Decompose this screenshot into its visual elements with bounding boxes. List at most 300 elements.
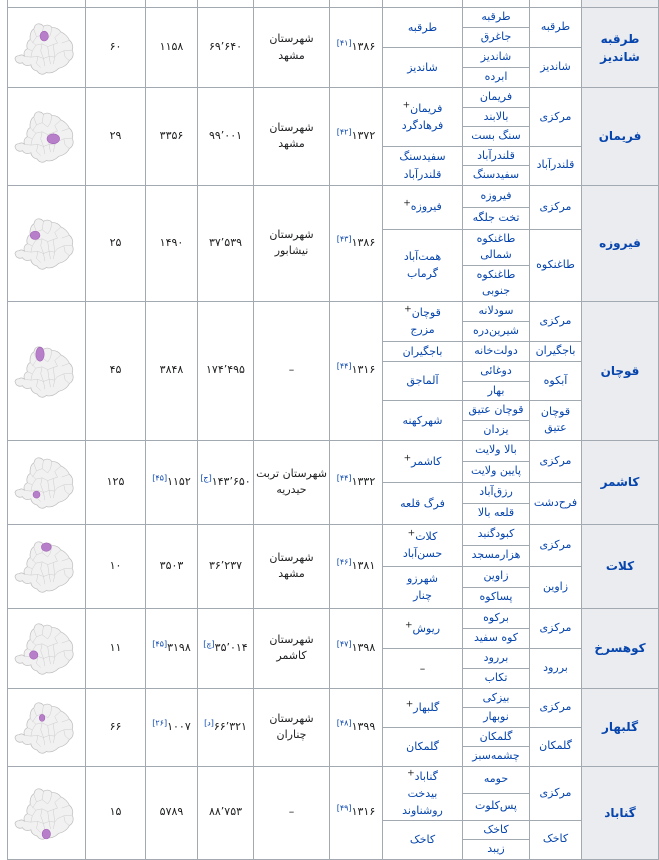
district-link[interactable]: باجگیران	[535, 343, 576, 357]
reference-link[interactable]: [۴۶]	[336, 557, 352, 567]
no-city-dash: –	[419, 661, 426, 675]
rural-district-link[interactable]: نوبهار	[483, 710, 509, 724]
area-value: ۵۷۸۹	[159, 805, 184, 819]
rural-district-cell	[463, 747, 530, 767]
district-cell	[530, 229, 582, 301]
rural-district-link[interactable]: قلندرآباد	[477, 148, 515, 162]
rural-district-cell	[463, 766, 530, 793]
city-line	[385, 453, 460, 470]
separated-from-value: شهرستان مشهد	[269, 550, 314, 581]
population-cell	[198, 301, 254, 440]
rural-district-link[interactable]: پایین ولایت	[470, 464, 522, 478]
footnote-link[interactable]: [ج]	[200, 473, 212, 483]
city-link[interactable]: گناباد	[414, 769, 438, 783]
county-link[interactable]: فریمان	[598, 129, 642, 144]
district-link[interactable]: مرکزی	[539, 620, 572, 634]
rural-district-link[interactable]: جاغرق	[480, 30, 512, 44]
founding-year-value: ۱۳۹۸	[351, 640, 376, 654]
province-map-image[interactable]	[11, 215, 83, 271]
rural-district-link[interactable]: بیزکی	[482, 690, 510, 704]
county-link[interactable]: کلات	[605, 559, 635, 574]
cities-cell	[383, 229, 463, 301]
rural-district-link[interactable]: گلمکان	[479, 729, 513, 743]
cities-cell	[383, 341, 463, 361]
county-name-cell	[582, 608, 659, 688]
county-capital-marker: +	[403, 198, 411, 209]
district-link[interactable]: مرکزی	[539, 313, 572, 327]
cities-cell	[383, 566, 463, 608]
map-cell	[8, 88, 86, 186]
county-capital-marker: +	[402, 100, 411, 111]
rural-district-link[interactable]: هزارمسجد	[471, 548, 521, 562]
city-link[interactable]: حسن‌آباد	[402, 547, 443, 561]
district-cell	[530, 440, 582, 482]
rural-district-link[interactable]: تخت جلگه	[472, 210, 520, 224]
area-cell	[146, 8, 198, 88]
city-line	[385, 412, 460, 429]
rural-district-link[interactable]: شیرین‌دره	[472, 323, 519, 337]
footnote-link[interactable]: [چ]	[203, 639, 215, 649]
province-map-image[interactable]	[11, 538, 83, 594]
rural-district-cell	[463, 146, 530, 166]
city-line	[385, 19, 460, 36]
population-value: ۶۹٬۶۴۰	[208, 40, 243, 54]
map-cell	[8, 8, 86, 88]
highlighted-county-shape	[47, 134, 60, 144]
city-link[interactable]: قوچان	[411, 305, 441, 319]
district-link[interactable]: فرح‌دشت	[533, 495, 578, 509]
rural-district-cell	[463, 608, 530, 628]
separated-from-value: –	[288, 805, 295, 819]
separated-from-cell	[254, 766, 330, 859]
cutoff-cell-2	[463, 0, 530, 8]
rural-district-cell	[463, 207, 530, 229]
city-link[interactable]: باجگیران	[402, 344, 443, 358]
district-link[interactable]: مرکزی	[539, 109, 572, 123]
rural-district-cell	[463, 648, 530, 668]
rural-district-link[interactable]: سفیدسنگ	[472, 168, 520, 181]
district-cell	[530, 341, 582, 361]
city-link[interactable]: سفیدسنگ	[399, 150, 446, 164]
city-line	[385, 248, 460, 265]
city-line	[385, 495, 460, 512]
district-link[interactable]: قلندرآباد	[536, 158, 575, 172]
separated-from-cell	[254, 440, 330, 524]
city-link[interactable]: کاخک	[409, 833, 436, 847]
county-name-cell	[582, 524, 659, 608]
city-link[interactable]: گلبهار	[413, 701, 440, 715]
city-link[interactable]: فرگ قلعه	[400, 496, 445, 510]
area-cell	[146, 524, 198, 608]
city-line	[385, 321, 460, 338]
map-cell	[8, 688, 86, 766]
city-link[interactable]: شاندیز	[407, 60, 438, 74]
district-cell	[530, 688, 582, 727]
district-link[interactable]: بررود	[543, 660, 568, 674]
province-map-image[interactable]	[11, 108, 83, 164]
city-line	[385, 59, 460, 76]
cities-cell	[383, 648, 463, 688]
density-cell	[86, 688, 146, 766]
district-link[interactable]: طرقبه	[540, 20, 571, 34]
county-name-cell	[582, 185, 659, 301]
table-row	[8, 608, 659, 628]
map-cell	[8, 608, 86, 688]
city-link[interactable]: شهرکهنه	[402, 413, 443, 427]
rural-district-link[interactable]: قوچان عتیق	[468, 403, 524, 417]
city-link[interactable]: مزرج	[410, 323, 435, 336]
founding-year-cell	[330, 185, 383, 301]
city-line	[385, 802, 460, 819]
city-line	[385, 166, 460, 183]
city-line	[385, 768, 460, 785]
district-link[interactable]: زاوین	[542, 579, 569, 593]
district-cell	[530, 524, 582, 566]
area-cell	[146, 608, 198, 688]
density-value: ۱۵	[109, 805, 122, 819]
table-row	[8, 524, 659, 545]
rural-district-link[interactable]: رزق‌آباد	[479, 485, 513, 499]
density-cell	[86, 185, 146, 301]
county-name-cell	[582, 766, 659, 859]
density-value: ۲۵	[109, 235, 122, 249]
province-map-image[interactable]	[11, 785, 83, 841]
separated-from-value: شهرستان نیشابور	[269, 227, 314, 257]
separated-from-value: –	[288, 363, 295, 377]
district-link[interactable]: مرکزی	[539, 785, 572, 799]
cutoff-cell-1	[530, 0, 582, 8]
county-link[interactable]: گلبهار	[601, 720, 639, 735]
rural-district-cell	[463, 668, 530, 688]
rural-district-cell	[463, 48, 530, 68]
founding-year-cell	[330, 766, 383, 859]
district-link[interactable]: گلمکان	[539, 739, 572, 753]
city-link[interactable]: آلماجق	[406, 374, 439, 388]
rural-district-link[interactable]: دوغائی	[480, 363, 512, 377]
rural-district-link[interactable]: کاخک	[483, 822, 509, 836]
population-value: ۳۵٬۰۱۴	[214, 640, 248, 654]
population-cell	[198, 608, 254, 688]
cities-cell	[383, 482, 463, 524]
city-link[interactable]: گلمکان	[406, 740, 439, 754]
density-cell	[86, 8, 146, 88]
rural-district-cell	[463, 361, 530, 381]
city-link[interactable]: قلندرآباد	[403, 167, 442, 181]
map-cell	[8, 440, 86, 524]
province-map-image[interactable]	[11, 699, 83, 755]
reference-link[interactable]: [۴۲]	[336, 127, 352, 137]
population-cell	[198, 524, 254, 608]
highlighted-county-shape	[30, 231, 40, 239]
rural-district-cell	[463, 524, 530, 545]
founding-year-value: ۱۳۸۶	[351, 235, 376, 249]
density-cell	[86, 766, 146, 859]
city-link[interactable]: چنار	[413, 589, 432, 603]
rural-district-link[interactable]: دولت‌خانه	[474, 343, 518, 357]
counties-body	[8, 0, 659, 859]
district-link[interactable]: شاندیز	[540, 60, 571, 74]
district-cell	[530, 820, 582, 859]
rural-district-link[interactable]: بالا ولایت	[475, 443, 517, 457]
district-cell	[530, 648, 582, 688]
map-cell	[8, 524, 86, 608]
rural-district-link[interactable]: بهار	[487, 383, 505, 397]
district-link[interactable]: مرکزی	[539, 453, 572, 467]
rural-district-link[interactable]: فیروزه	[480, 188, 512, 202]
rural-district-link[interactable]: چشمه‌سبز	[472, 749, 520, 763]
density-value: ۶۰	[109, 40, 122, 54]
table-row	[8, 88, 659, 108]
rural-district-link[interactable]: طاغنکوه جنوبی	[476, 267, 516, 297]
county-capital-marker: +	[404, 304, 412, 315]
province-map-image[interactable]	[11, 454, 83, 510]
rural-district-link[interactable]: کوه سفید	[473, 630, 519, 644]
county-link[interactable]: فیروزه	[599, 236, 641, 250]
cities-cell	[383, 820, 463, 859]
cities-cell	[383, 146, 463, 185]
reference-link[interactable]: [۴۵]	[152, 473, 168, 483]
province-outline	[15, 624, 73, 674]
district-cell	[530, 608, 582, 648]
county-link[interactable]: گناباد	[604, 805, 636, 820]
founding-year-value: ۱۳۷۲	[351, 129, 376, 142]
area-value: ۳۳۵۶	[159, 129, 184, 142]
city-link[interactable]: کاشمر	[411, 454, 442, 468]
rural-district-cell	[463, 229, 530, 265]
highlighted-county-shape	[29, 651, 37, 659]
cities-cell	[383, 608, 463, 648]
table-row	[8, 440, 659, 461]
founding-year-value: ۱۳۱۶	[351, 363, 376, 377]
district-link[interactable]: آبکوه	[543, 373, 568, 387]
founding-year-cell	[330, 524, 383, 608]
cities-cell	[383, 88, 463, 147]
separated-from-cell	[254, 524, 330, 608]
density-cell	[86, 524, 146, 608]
population-value: ۳۷٬۵۳۹	[208, 235, 243, 249]
highlighted-county-shape	[41, 543, 51, 551]
cutoff-cell-8	[86, 0, 146, 8]
density-value: ۱۲۵	[106, 474, 125, 488]
district-cell	[530, 88, 582, 147]
rural-district-link[interactable]: فریمان	[479, 90, 513, 103]
map-cell	[8, 766, 86, 859]
cutoff-cell-6	[198, 0, 254, 8]
reference-link[interactable]: [۴۵]	[152, 639, 168, 649]
county-link[interactable]: قوچان	[600, 363, 640, 378]
city-link[interactable]: روشناوند	[402, 803, 443, 817]
city-link[interactable]: همت‌آباد	[403, 249, 442, 263]
highlighted-county-shape	[33, 491, 40, 498]
city-line	[385, 117, 460, 134]
city-link[interactable]: طرقبه	[407, 20, 438, 34]
area-value: ۱۱۵۲	[167, 474, 191, 488]
district-link[interactable]: مرکزی	[539, 537, 572, 551]
rural-district-link[interactable]: حومه	[483, 772, 509, 786]
rural-district-link[interactable]: قلعه بالا	[477, 506, 515, 520]
cities-cell	[383, 401, 463, 441]
highlighted-county-shape	[42, 829, 50, 839]
area-value: ۳۵۰۳	[159, 558, 184, 572]
rural-district-cell	[463, 166, 530, 186]
city-line	[385, 660, 460, 677]
rural-district-link[interactable]: پساکوه	[479, 590, 513, 604]
rural-district-cell	[463, 708, 530, 728]
cities-cell	[383, 688, 463, 727]
district-cell	[530, 8, 582, 48]
district-link[interactable]: کاخک	[542, 832, 569, 846]
map-cell	[8, 301, 86, 440]
county-capital-marker: +	[403, 452, 412, 463]
city-link[interactable]: بیدخت	[407, 786, 438, 800]
density-value: ۶۶	[109, 719, 122, 733]
area-cell	[146, 185, 198, 301]
rural-district-cell	[463, 440, 530, 461]
population-cell	[198, 185, 254, 301]
area-value: ۱۰۰۷	[167, 719, 191, 733]
rural-district-cell	[463, 793, 530, 820]
area-value: ۳۸۴۸	[159, 363, 184, 377]
district-link[interactable]: قوچان عتیق	[540, 404, 571, 435]
population-value: ۱۴۳٬۶۵۰	[211, 474, 251, 488]
city-line	[385, 570, 460, 587]
province-map-image[interactable]	[11, 343, 83, 399]
reference-link[interactable]: [۴۷]	[336, 639, 352, 649]
separated-from-cell	[254, 608, 330, 688]
rural-district-link[interactable]: زاوین	[483, 569, 509, 583]
city-line	[385, 198, 460, 215]
district-cell	[530, 482, 582, 524]
rural-district-cell	[463, 301, 530, 321]
city-link[interactable]: فیروزه	[410, 200, 442, 214]
rural-district-cell	[463, 88, 530, 108]
county-link[interactable]: کاشمر	[600, 475, 640, 490]
city-link[interactable]: ریوش	[412, 621, 441, 635]
district-cell	[530, 185, 582, 229]
reference-link[interactable]: [۴۸]	[336, 718, 352, 728]
district-link[interactable]: مرکزی	[539, 700, 572, 714]
cutoff-cell-5	[254, 0, 330, 8]
city-line	[385, 785, 460, 802]
county-capital-marker: +	[407, 528, 416, 539]
reference-link[interactable]: [۴۹]	[336, 803, 352, 813]
province-map-image[interactable]	[11, 20, 83, 76]
rural-district-cell	[463, 127, 530, 147]
city-link[interactable]: شهرزو	[407, 572, 438, 585]
founding-year-value: ۱۳۱۶	[351, 805, 376, 819]
population-cell	[198, 440, 254, 524]
separated-from-cell	[254, 88, 330, 186]
reference-link[interactable]: [۲۶]	[152, 718, 168, 728]
separated-from-value: شهرستان مشهد	[269, 120, 314, 151]
rural-district-cell	[463, 8, 530, 28]
county-name-cell	[582, 88, 659, 186]
density-cell	[86, 440, 146, 524]
density-value: ۲۹	[109, 129, 122, 142]
city-link[interactable]: فرهادگرد	[401, 118, 444, 132]
population-value: ۶۶٬۳۲۱	[213, 719, 247, 733]
rural-district-link[interactable]: طاغنکوه شمالی	[476, 231, 516, 261]
area-value: ۱۱۵۸	[159, 40, 184, 54]
area-cell	[146, 766, 198, 859]
area-cell	[146, 688, 198, 766]
rural-district-cell	[463, 381, 530, 401]
cutoff-cell-3	[383, 0, 463, 8]
rural-district-link[interactable]: پس‌کلوت	[474, 799, 517, 813]
district-cell	[530, 727, 582, 766]
founding-year-cell	[330, 301, 383, 440]
province-map-image[interactable]	[11, 620, 83, 676]
area-cell	[146, 88, 198, 186]
reference-link[interactable]: [۴۴]	[336, 361, 352, 371]
separated-from-value: شهرستان مشهد	[269, 32, 314, 62]
city-line	[385, 831, 460, 848]
city-link[interactable]: گرماب	[407, 267, 438, 280]
rural-district-link[interactable]: برکوه	[483, 610, 509, 624]
population-value: ۳۶٬۲۳۷	[208, 558, 243, 572]
reference-link[interactable]: [۴۳]	[336, 234, 352, 244]
separated-from-value: شهرستان چناران	[269, 711, 314, 742]
county-link[interactable]: کوهسرخ	[594, 641, 646, 656]
founding-year-cell	[330, 440, 383, 524]
founding-year-cell	[330, 88, 383, 186]
rural-district-cell	[463, 461, 530, 482]
city-link[interactable]: فریمان	[410, 101, 443, 115]
county-name-cell	[582, 301, 659, 440]
highlighted-county-shape	[35, 347, 43, 361]
rural-district-cell	[463, 587, 530, 608]
rural-district-link[interactable]: سودلانه	[478, 303, 514, 317]
table-row	[8, 8, 659, 28]
district-link[interactable]: طاغنکوه	[536, 257, 575, 271]
rural-district-link[interactable]: یزدان	[483, 423, 509, 437]
rural-district-link[interactable]: زیبد	[487, 842, 505, 856]
city-line	[385, 372, 460, 389]
separated-from-cell	[254, 688, 330, 766]
rural-district-cell	[463, 401, 530, 421]
rural-district-cell	[463, 628, 530, 648]
reference-link[interactable]: [۴۴]	[336, 473, 352, 483]
rural-district-link[interactable]: طرقبه	[481, 10, 511, 24]
district-link[interactable]: مرکزی	[539, 199, 572, 213]
reference-link[interactable]: [۴۱]	[336, 38, 352, 48]
rural-district-link[interactable]: بررود	[483, 650, 509, 664]
rural-district-link[interactable]: سنگ بست	[471, 129, 521, 142]
cutoff-cell-7	[146, 0, 198, 8]
rural-district-link[interactable]: ابرده	[484, 70, 508, 84]
district-cell	[530, 566, 582, 608]
cities-cell	[383, 524, 463, 566]
density-cell	[86, 608, 146, 688]
rural-district-link[interactable]: کبودگنبد	[477, 527, 515, 541]
rural-district-link[interactable]: تکاب	[484, 670, 508, 684]
city-link[interactable]: کلات	[415, 530, 438, 543]
founding-year-cell	[330, 8, 383, 88]
highlighted-county-shape	[40, 31, 48, 41]
population-value: ۱۷۴٬۴۹۵	[206, 363, 245, 377]
county-name-cell	[582, 440, 659, 524]
separated-from-cell	[254, 185, 330, 301]
density-value: ۱۰	[109, 558, 122, 572]
rural-district-link[interactable]: بالابند	[483, 109, 509, 123]
rural-district-link[interactable]: شاندیز	[480, 50, 512, 64]
founding-year-cell	[330, 688, 383, 766]
population-cell	[198, 688, 254, 766]
province-outline	[15, 703, 73, 753]
rural-district-cell	[463, 185, 530, 207]
footnote-link[interactable]: [د]	[204, 718, 214, 728]
county-link[interactable]: طرقبه شاندیز	[600, 31, 640, 64]
